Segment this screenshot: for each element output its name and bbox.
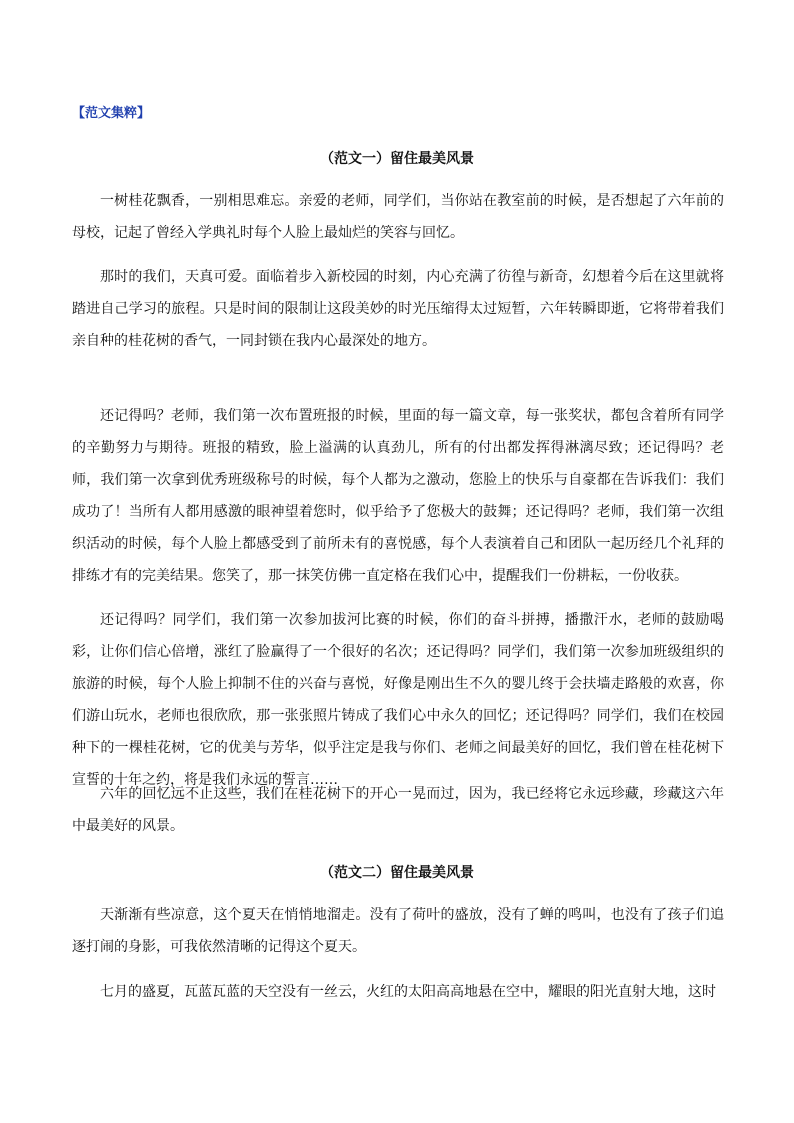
essay1-paragraph-1: 一树桂花飘香，一别相思难忘。亲爱的老师，同学们，当你站在教室前的时候，是否想起了六年前的母校，记起了曾经入学典礼时每个人脸上最灿烂的笑容与回忆。: [72, 193, 724, 241]
essay1-paragraph-2: 那时的我们，天真可爱。面临着步入新校园的时刻，内心充满了彷徨与新奇，幻想着今后在这里就将踏进自己学习的旅程。只是时间的限制让这段美妙的时光压缩得太过短暂，六年转瞬即逝，它将带着我们亲自种的桂花树的香气，一同封锁在我内心最深处的地方。: [72, 269, 724, 349]
essay1-paragraph-4: 还记得吗？同学们，我们第一次参加拔河比赛的时候，你们的奋斗拼搏，播撒汗水，老师的鼓励喝彩，让你们信心倍增，涨红了脸赢得了一个很好的名次；还记得吗？同学们，我们第一次参加班级组织的旅游的时候，每个人脸上抑制不住的兴奋与喜悦，好像是刚出生不久的婴儿终于会扶墙走路般的欢喜，你们游山玩水，老师也很欣欣，那一张张照片铸成了我们心中永久的回忆；还记得吗？同学们，我们在校园种下的一棵桂花树，它的优美与芳华，似乎注定是我与你们、老师之间最美好的回忆，我们曾在桂花树下宣誓的十年之约，将是我们永远的誓言……: [72, 612, 724, 788]
essay2-title: （范文二）留住最美风景: [320, 865, 474, 881]
essay1-title: （范文一）留住最美风景: [320, 151, 474, 167]
essay1-paragraph-5: 六年的回忆远不止这些，我们在桂花树下的开心一晃而过，因为，我已经将它永远珍藏，珍藏这六年中最美好的风景。: [72, 786, 724, 834]
section-tag: 【范文集粹】: [72, 106, 151, 121]
essay2-paragraph-2: 七月的盛夏，瓦蓝瓦蓝的天空没有一丝云，火红的太阳高高地悬在空中，耀眼的阳光直射大地，这时: [100, 984, 716, 1000]
essay1-paragraph-3: 还记得吗？老师，我们第一次布置班报的时候，里面的每一篇文章，每一张奖状，都包含着所有同学的辛勤努力与期待。班报的精致，脸上溢满的认真劲儿，所有的付出都发挥得淋漓尽致；还记得吗？老师，我们第一次拿到优秀班级称号的时候，每个人都为之激动，您脸上的快乐与自豪都在告诉我们：我们成功了！当所有人都用感激的眼神望着您时，似乎给予了您极大的鼓舞；还记得吗？老师，我们第一次组织活动的时候，每个人脸上都感受到了前所未有的喜悦感，每个人表演着自己和团队一起历经几个礼拜的排练才有的完美结果。您笑了，那一抹笑仿佛一直定格在我们心中，提醒我们一份耕耘，一份收获。: [72, 408, 724, 584]
essay2-paragraph-1: 天渐渐有些凉意，这个夏天在悄悄地溜走。没有了荷叶的盛放，没有了蝉的鸣叫，也没有了孩子们追逐打闹的身影，可我依然清晰的记得这个夏天。: [72, 907, 724, 955]
